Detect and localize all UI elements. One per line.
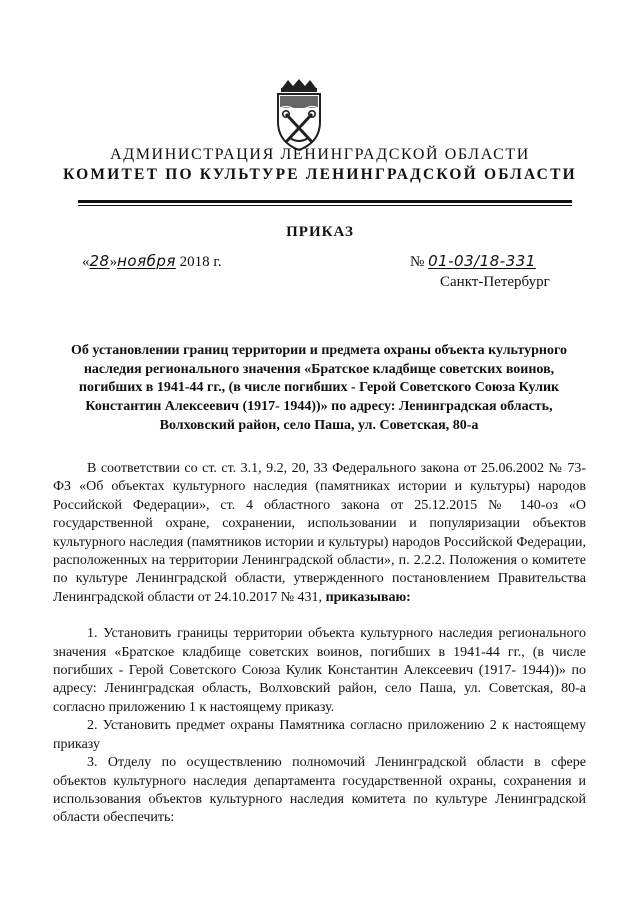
item-1: 1. Установить границы территории объекта культурного наследия регионального значения «Братское кладбище советских воинов, погибших в 1941-44 гг., (в числе погибших - Герой Советского Союза Кулик Константин Алексеевич (1917- 1944))» по адресу: Ленинградская область, Волховский район, село Паша, ул. Советская, 80-а согласно приложению 1 к настоящему приказу.: [53, 626, 586, 715]
org-line-administration: АДМИНИСТРАЦИЯ ЛЕНИНГРАДСКОЙ ОБЛАСТИ: [110, 146, 530, 163]
order-date: [82, 252, 222, 271]
number-value: 01-03/18-331: [428, 252, 536, 270]
preamble-paragraph: [53, 460, 586, 607]
order-body: [53, 460, 586, 828]
number-label: №: [410, 254, 425, 270]
org-line-committee: КОМИТЕТ ПО КУЛЬТУРЕ ЛЕНИНГРАДСКОЙ ОБЛАСТИ: [63, 166, 577, 183]
city: Санкт-Петербург: [440, 274, 550, 290]
order-word: приказываю:: [325, 589, 411, 605]
date-close-quote: »: [109, 254, 118, 270]
item-3: 3. Отделу по осуществлению полномочий Ленинградской области в сфере объектов культурного наследия департамента государственной охраны, сохранения и использования объектов культурного наследия комитета по культуре Ленинградской области обеспечить:: [53, 755, 586, 826]
paragraph-spacer: [53, 607, 586, 625]
order-number: [410, 252, 536, 271]
date-month: ноября: [117, 252, 176, 270]
date-year: 2018 г.: [179, 254, 222, 270]
date-day: 28: [89, 252, 110, 270]
header-divider-thin: [78, 205, 572, 206]
order-subject-heading: Об установлении границ территории и предмета охраны объекта культурного наследия регионального значения «Братское кладбище советских воинов, погибших в 1941-44 гг., (в числе погибших - Герой Советского Союза Кулик Константин Алексеевич (1917- 1944))» по адресу: Ленинградская область, Волховский район, село Паша, ул. Советская, 80-а: [71, 343, 567, 433]
coat-of-arms-icon: [270, 78, 328, 152]
header-divider-thick: [78, 200, 572, 203]
document-title: ПРИКАЗ: [286, 224, 354, 240]
preamble-text: В соответствии со ст. ст. 3.1, 9.2, 20, 33 Федерального закона от 25.06.2002 № 73-ФЗ «Об объектах культурного наследия (памятниках истории и культуры) народов Российской Федерации», ст. 4 областного закона от 25.12.2015 № 140-оз «О государственной охране, сохранении, использовании и популяризации объектов культурного наследия (памятников истории и культуры) народов Российской Федерации, расположенных на территории Ленинградской области», п. 2.2.2. Положения о комитете по культуре Ленинградской области, утвержденного постановлением Правительства Ленинградской области от 24.10.2017 № 431,: [53, 461, 586, 605]
item-2: 2. Установить предмет охраны Памятника согласно приложению 2 к настоящему приказу: [53, 718, 586, 752]
date-open-quote: «: [82, 254, 90, 270]
